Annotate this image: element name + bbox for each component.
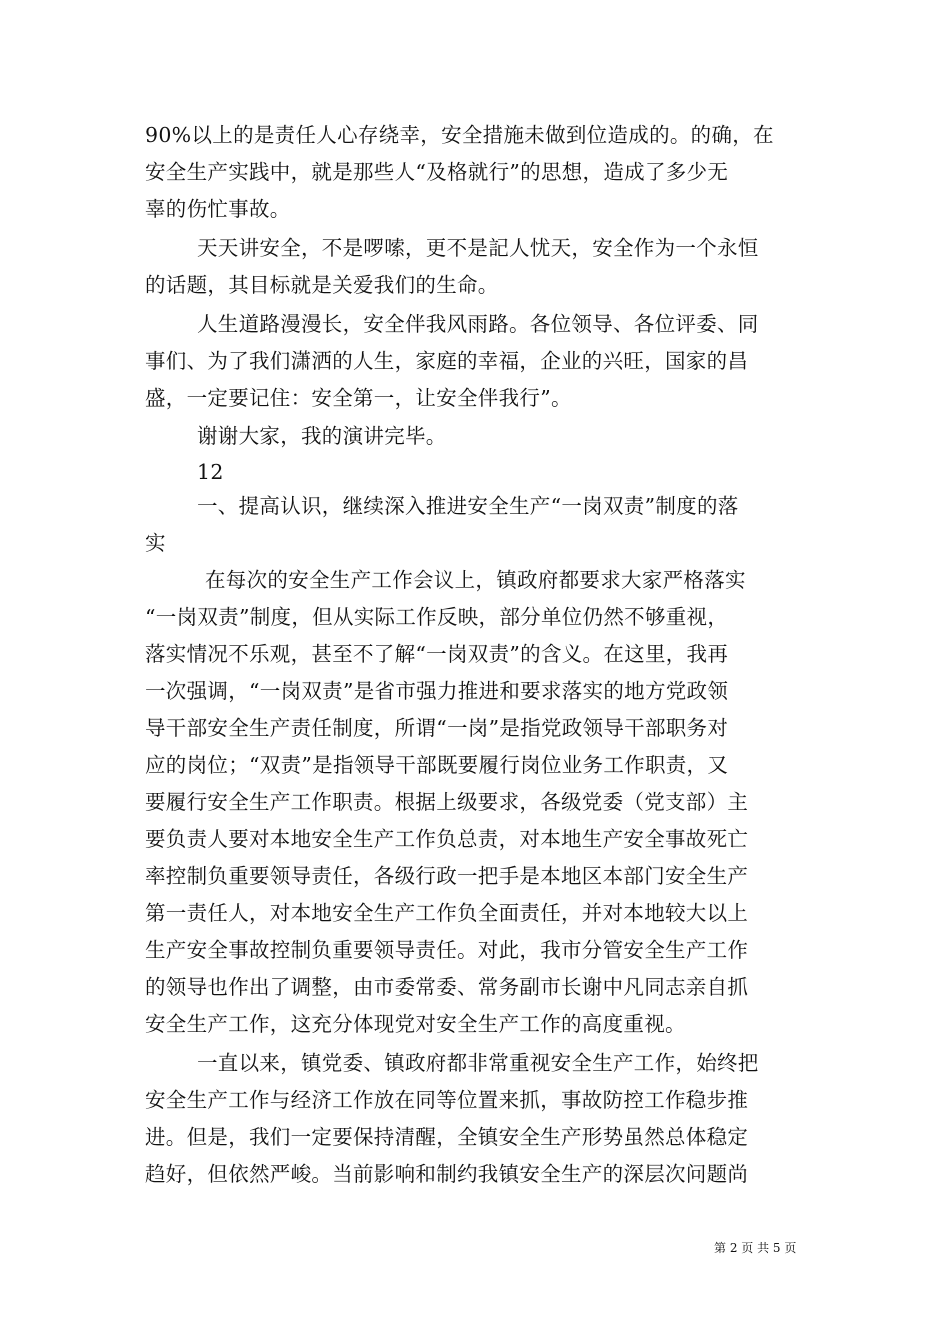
paragraph-first-line: 在每次的安全生产工作会议上，镇政府都要求大家严格落实 bbox=[205, 568, 746, 592]
body-text-line: 导干部安全生产责任制度，所谓“一岗”是指党政领导干部职务对 bbox=[145, 716, 729, 740]
section-heading-continued: 实 bbox=[145, 531, 166, 555]
paragraph-first-line: 谢谢大家，我的演讲完毕。 bbox=[197, 424, 447, 448]
paragraph-first-line: 一直以来，镇党委、镇政府都非常重视安全生产工作，始终把 bbox=[197, 1051, 759, 1075]
body-text-line: 率控制负重要领导责任，各级行政一把手是本地区本部门安全生产 bbox=[145, 864, 749, 888]
body-text-line: 安全生产工作，这充分体现党对安全生产工作的高度重视。 bbox=[145, 1012, 686, 1036]
section-number: 12 bbox=[197, 460, 224, 484]
body-text-line: 生产安全事故控制负重要领导责任。对此，我市分管安全生产工作 bbox=[145, 938, 749, 962]
body-text-line: 趋好，但依然严峻。当前影响和制约我镇安全生产的深层次问题尚 bbox=[145, 1162, 749, 1186]
body-text-line: 要负责人要对本地安全生产工作负总责，对本地生产安全事故死亡 bbox=[145, 827, 749, 851]
paragraph-first-line: 天天讲安全，不是啰嗦，更不是記人忧天，安全作为一个永恒 bbox=[197, 236, 759, 260]
body-text-line: 落实情况不乐观，甚至不了解“一岗双责”的含义。在这里，我再 bbox=[145, 642, 729, 666]
body-text-line: 进。但是，我们一定要保持清醒，全镇安全生产形势虽然总体稳定 bbox=[145, 1125, 749, 1149]
body-text-line: 90%以上的是责任人心存绕幸，安全措施未做到位造成的。的确，在 bbox=[145, 123, 774, 147]
body-text-line: 一次强调，“一岗双责”是省市强力推进和要求落实的地方党政领 bbox=[145, 679, 729, 703]
paragraph-first-line: 人生道路漫漫长，安全伴我风雨路。各位领导、各位评委、同 bbox=[197, 312, 759, 336]
body-text-line: 辜的伤忙事故。 bbox=[145, 197, 291, 221]
page-number-footer: 第 2 页 共 5 页 bbox=[714, 1241, 797, 1255]
body-text-line: “一岗双责”制度，但从实际工作反映，部分单位仍然不够重视， bbox=[145, 605, 729, 629]
body-text-line: 盛，一定要记住：安全第一，让安全伴我行”。 bbox=[145, 386, 572, 410]
body-text-line: 第一责任人，对本地安全生产工作负全面责任，并对本地较大以上 bbox=[145, 901, 749, 925]
body-text-line: 安全生产实践中，就是那些人“及格就行”的思想，造成了多少无 bbox=[145, 160, 729, 184]
body-text-line: 的领导也作出了调整，由市委常委、常务副市长谢中凡同志亲自抓 bbox=[145, 975, 749, 999]
body-text-line: 应的岗位；“双责”是指领导干部既要履行岗位业务工作职责，又 bbox=[145, 753, 729, 777]
body-text-line: 要履行安全生产工作职责。根据上级要求，各级党委（党支部）主 bbox=[145, 790, 749, 814]
body-text-line: 事们、为了我们潇洒的人生，家庭的幸福，企业的兴旺，国家的昌 bbox=[145, 349, 749, 373]
body-text-line: 的话题，其目标就是关爱我们的生命。 bbox=[145, 273, 499, 297]
body-text-line: 安全生产工作与经济工作放在同等位置来抓，事故防控工作稳步推 bbox=[145, 1088, 749, 1112]
section-heading: 一、提高认识，继续深入推进安全生产“一岗双责”制度的落 bbox=[197, 494, 739, 518]
